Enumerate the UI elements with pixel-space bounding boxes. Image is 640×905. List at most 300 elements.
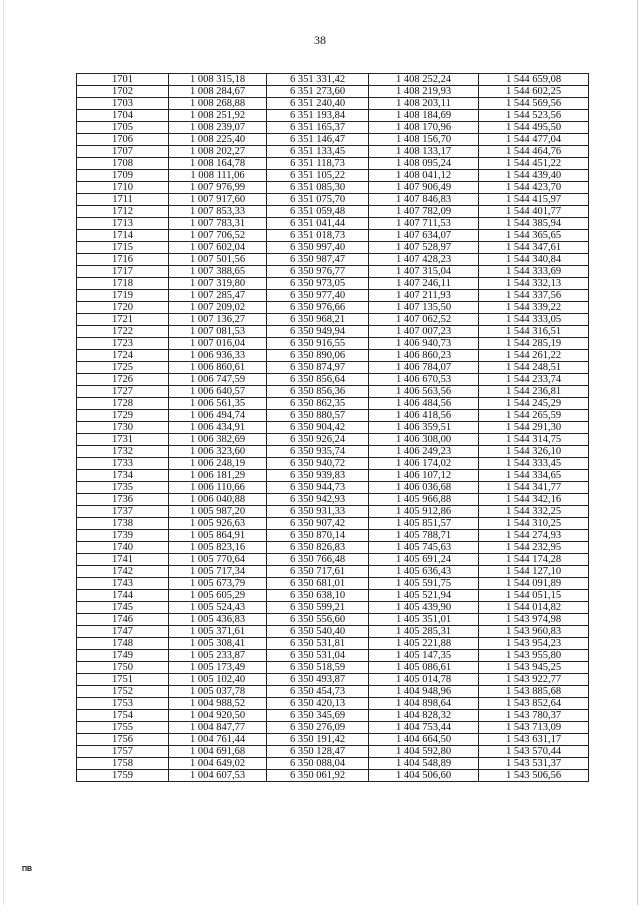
scan-edge-right — [637, 0, 638, 905]
y-coordinate-cell: 6 350 599,21 — [267, 602, 369, 614]
x-coordinate-cell: 1 007 136,27 — [169, 314, 267, 326]
y-coordinate-cell: 6 351 118,73 — [267, 158, 369, 170]
table-row — [77, 494, 589, 506]
y2-coordinate-cell: 1 544 385,94 — [479, 218, 589, 230]
x-coordinate-cell: 1 005 308,41 — [169, 638, 267, 650]
y-coordinate-cell: 6 351 193,84 — [267, 110, 369, 122]
point-number-cell: 1729 — [77, 410, 169, 422]
table-row — [77, 638, 589, 650]
x-coordinate-cell: 1 005 371,61 — [169, 626, 267, 638]
point-number-cell: 1730 — [77, 422, 169, 434]
x-coordinate-cell: 1 006 110,66 — [169, 482, 267, 494]
y-coordinate-cell: 6 350 531,04 — [267, 650, 369, 662]
point-number-cell: 1746 — [77, 614, 169, 626]
y-coordinate-cell: 6 351 146,47 — [267, 134, 369, 146]
point-number-cell: 1753 — [77, 698, 169, 710]
point-number-cell: 1721 — [77, 314, 169, 326]
table-row — [77, 398, 589, 410]
y2-coordinate-cell: 1 544 333,45 — [479, 458, 589, 470]
point-number-cell: 1719 — [77, 290, 169, 302]
y2-coordinate-cell: 1 543 922,77 — [479, 674, 589, 686]
y-coordinate-cell: 6 351 075,70 — [267, 194, 369, 206]
x2-coordinate-cell: 1 406 418,56 — [369, 410, 479, 422]
y-coordinate-cell: 6 350 518,59 — [267, 662, 369, 674]
y-coordinate-cell: 6 350 420,13 — [267, 698, 369, 710]
x2-coordinate-cell: 1 406 484,56 — [369, 398, 479, 410]
table-row — [77, 146, 589, 158]
table-row — [77, 134, 589, 146]
x-coordinate-cell: 1 005 173,49 — [169, 662, 267, 674]
x-coordinate-cell: 1 004 691,68 — [169, 746, 267, 758]
point-number-cell: 1742 — [77, 566, 169, 578]
x2-coordinate-cell: 1 407 906,49 — [369, 182, 479, 194]
table-row — [77, 518, 589, 530]
x-coordinate-cell: 1 004 761,44 — [169, 734, 267, 746]
x2-coordinate-cell: 1 408 133,17 — [369, 146, 479, 158]
x2-coordinate-cell: 1 405 351,01 — [369, 614, 479, 626]
point-number-cell: 1735 — [77, 482, 169, 494]
y2-coordinate-cell: 1 544 659,08 — [479, 74, 589, 86]
x2-coordinate-cell: 1 405 439,90 — [369, 602, 479, 614]
x2-coordinate-cell: 1 407 062,52 — [369, 314, 479, 326]
x2-coordinate-cell: 1 405 147,35 — [369, 650, 479, 662]
x-coordinate-cell: 1 008 225,40 — [169, 134, 267, 146]
x-coordinate-cell: 1 005 436,83 — [169, 614, 267, 626]
x2-coordinate-cell: 1 404 898,64 — [369, 698, 479, 710]
x2-coordinate-cell: 1 405 285,31 — [369, 626, 479, 638]
table-row — [77, 266, 589, 278]
y2-coordinate-cell: 1 544 233,74 — [479, 374, 589, 386]
y2-coordinate-cell: 1 544 602,25 — [479, 86, 589, 98]
y2-coordinate-cell: 1 544 316,51 — [479, 326, 589, 338]
x2-coordinate-cell: 1 408 041,12 — [369, 170, 479, 182]
x-coordinate-cell: 1 007 783,31 — [169, 218, 267, 230]
x2-coordinate-cell: 1 407 007,23 — [369, 326, 479, 338]
x-coordinate-cell: 1 007 917,60 — [169, 194, 267, 206]
point-number-cell: 1716 — [77, 254, 169, 266]
x2-coordinate-cell: 1 406 036,68 — [369, 482, 479, 494]
y2-coordinate-cell: 1 544 347,61 — [479, 242, 589, 254]
point-number-cell: 1701 — [77, 74, 169, 86]
y-coordinate-cell: 6 350 976,66 — [267, 302, 369, 314]
y-coordinate-cell: 6 350 766,48 — [267, 554, 369, 566]
table-row — [77, 230, 589, 242]
table-row — [77, 374, 589, 386]
x-coordinate-cell: 1 006 248,19 — [169, 458, 267, 470]
point-number-cell: 1736 — [77, 494, 169, 506]
point-number-cell: 1722 — [77, 326, 169, 338]
point-number-cell: 1755 — [77, 722, 169, 734]
x-coordinate-cell: 1 006 640,57 — [169, 386, 267, 398]
y-coordinate-cell: 6 351 133,45 — [267, 146, 369, 158]
y2-coordinate-cell: 1 544 014,82 — [479, 602, 589, 614]
point-number-cell: 1725 — [77, 362, 169, 374]
y2-coordinate-cell: 1 544 341,77 — [479, 482, 589, 494]
table-row — [77, 746, 589, 758]
y2-coordinate-cell: 1 544 342,16 — [479, 494, 589, 506]
y-coordinate-cell: 6 350 926,24 — [267, 434, 369, 446]
y2-coordinate-cell: 1 544 451,22 — [479, 158, 589, 170]
point-number-cell: 1739 — [77, 530, 169, 542]
page-number: 38 — [314, 33, 326, 47]
y-coordinate-cell: 6 350 088,04 — [267, 758, 369, 770]
y2-coordinate-cell: 1 543 945,25 — [479, 662, 589, 674]
x-coordinate-cell: 1 006 561,35 — [169, 398, 267, 410]
table-row — [77, 158, 589, 170]
y-coordinate-cell: 6 350 935,74 — [267, 446, 369, 458]
x-coordinate-cell: 1 005 233,87 — [169, 650, 267, 662]
y2-coordinate-cell: 1 543 960,83 — [479, 626, 589, 638]
x-coordinate-cell: 1 007 976,99 — [169, 182, 267, 194]
table-row — [77, 170, 589, 182]
coordinates-table — [76, 73, 589, 782]
point-number-cell: 1759 — [77, 770, 169, 782]
x2-coordinate-cell: 1 404 828,32 — [369, 710, 479, 722]
y-coordinate-cell: 6 351 273,60 — [267, 86, 369, 98]
table-row — [77, 662, 589, 674]
y-coordinate-cell: 6 350 973,05 — [267, 278, 369, 290]
table-row — [77, 614, 589, 626]
table-row — [77, 470, 589, 482]
table-row — [77, 686, 589, 698]
x-coordinate-cell: 1 006 323,60 — [169, 446, 267, 458]
point-number-cell: 1747 — [77, 626, 169, 638]
y-coordinate-cell: 6 350 977,40 — [267, 290, 369, 302]
x-coordinate-cell: 1 004 920,50 — [169, 710, 267, 722]
x2-coordinate-cell: 1 405 745,63 — [369, 542, 479, 554]
y-coordinate-cell: 6 350 061,92 — [267, 770, 369, 782]
x-coordinate-cell: 1 005 037,78 — [169, 686, 267, 698]
y2-coordinate-cell: 1 543 974,98 — [479, 614, 589, 626]
table-row — [77, 74, 589, 86]
y-coordinate-cell: 6 350 880,57 — [267, 410, 369, 422]
scan-edge-left — [3, 0, 4, 905]
x2-coordinate-cell: 1 405 014,78 — [369, 674, 479, 686]
y-coordinate-cell: 6 350 276,09 — [267, 722, 369, 734]
table-row — [77, 326, 589, 338]
point-number-cell: 1723 — [77, 338, 169, 350]
y2-coordinate-cell: 1 544 285,19 — [479, 338, 589, 350]
x-coordinate-cell: 1 008 202,27 — [169, 146, 267, 158]
y2-coordinate-cell: 1 544 423,70 — [479, 182, 589, 194]
y2-coordinate-cell: 1 544 439,40 — [479, 170, 589, 182]
y-coordinate-cell: 6 350 638,10 — [267, 590, 369, 602]
x-coordinate-cell: 1 006 040,88 — [169, 494, 267, 506]
y-coordinate-cell: 6 350 717,61 — [267, 566, 369, 578]
y2-coordinate-cell: 1 543 852,64 — [479, 698, 589, 710]
table-row — [77, 242, 589, 254]
x-coordinate-cell: 1 004 607,53 — [169, 770, 267, 782]
x-coordinate-cell: 1 008 239,07 — [169, 122, 267, 134]
x2-coordinate-cell: 1 405 591,75 — [369, 578, 479, 590]
y2-coordinate-cell: 1 543 955,80 — [479, 650, 589, 662]
x2-coordinate-cell: 1 406 563,56 — [369, 386, 479, 398]
point-number-cell: 1756 — [77, 734, 169, 746]
x2-coordinate-cell: 1 406 860,23 — [369, 350, 479, 362]
y2-coordinate-cell: 1 544 464,76 — [479, 146, 589, 158]
point-number-cell: 1714 — [77, 230, 169, 242]
x2-coordinate-cell: 1 405 086,61 — [369, 662, 479, 674]
x-coordinate-cell: 1 007 388,65 — [169, 266, 267, 278]
x-coordinate-cell: 1 007 319,80 — [169, 278, 267, 290]
y2-coordinate-cell: 1 544 245,29 — [479, 398, 589, 410]
table-row — [77, 182, 589, 194]
point-number-cell: 1748 — [77, 638, 169, 650]
point-number-cell: 1708 — [77, 158, 169, 170]
y2-coordinate-cell: 1 543 713,09 — [479, 722, 589, 734]
y-coordinate-cell: 6 350 931,33 — [267, 506, 369, 518]
y2-coordinate-cell: 1 543 885,68 — [479, 686, 589, 698]
y-coordinate-cell: 6 350 944,73 — [267, 482, 369, 494]
table-row — [77, 602, 589, 614]
table-row — [77, 650, 589, 662]
point-number-cell: 1745 — [77, 602, 169, 614]
table-row — [77, 362, 589, 374]
point-number-cell: 1712 — [77, 206, 169, 218]
point-number-cell: 1737 — [77, 506, 169, 518]
point-number-cell: 1758 — [77, 758, 169, 770]
table-row — [77, 290, 589, 302]
x-coordinate-cell: 1 005 605,29 — [169, 590, 267, 602]
point-number-cell: 1734 — [77, 470, 169, 482]
table-row — [77, 350, 589, 362]
x-coordinate-cell: 1 007 081,53 — [169, 326, 267, 338]
table-row — [77, 458, 589, 470]
point-number-cell: 1754 — [77, 710, 169, 722]
y2-coordinate-cell: 1 543 954,23 — [479, 638, 589, 650]
point-number-cell: 1726 — [77, 374, 169, 386]
x2-coordinate-cell: 1 407 846,83 — [369, 194, 479, 206]
footer-mark: ПВ — [22, 866, 33, 873]
y-coordinate-cell: 6 350 907,42 — [267, 518, 369, 530]
y-coordinate-cell: 6 350 976,77 — [267, 266, 369, 278]
x2-coordinate-cell: 1 404 753,44 — [369, 722, 479, 734]
y-coordinate-cell: 6 350 942,93 — [267, 494, 369, 506]
x-coordinate-cell: 1 008 315,18 — [169, 74, 267, 86]
point-number-cell: 1749 — [77, 650, 169, 662]
table-row — [77, 734, 589, 746]
x2-coordinate-cell: 1 404 592,80 — [369, 746, 479, 758]
y-coordinate-cell: 6 351 085,30 — [267, 182, 369, 194]
table-row — [77, 434, 589, 446]
x-coordinate-cell: 1 006 936,33 — [169, 350, 267, 362]
y-coordinate-cell: 6 351 041,44 — [267, 218, 369, 230]
y-coordinate-cell: 6 350 856,64 — [267, 374, 369, 386]
y2-coordinate-cell: 1 544 051,15 — [479, 590, 589, 602]
y-coordinate-cell: 6 350 826,83 — [267, 542, 369, 554]
y2-coordinate-cell: 1 544 261,22 — [479, 350, 589, 362]
x-coordinate-cell: 1 008 251,92 — [169, 110, 267, 122]
x2-coordinate-cell: 1 406 107,12 — [369, 470, 479, 482]
y-coordinate-cell: 6 350 870,14 — [267, 530, 369, 542]
y-coordinate-cell: 6 350 128,47 — [267, 746, 369, 758]
y-coordinate-cell: 6 350 874,97 — [267, 362, 369, 374]
point-number-cell: 1717 — [77, 266, 169, 278]
x2-coordinate-cell: 1 408 219,93 — [369, 86, 479, 98]
table-row — [77, 110, 589, 122]
point-number-cell: 1718 — [77, 278, 169, 290]
y-coordinate-cell: 6 351 165,37 — [267, 122, 369, 134]
point-number-cell: 1702 — [77, 86, 169, 98]
y2-coordinate-cell: 1 544 127,10 — [479, 566, 589, 578]
x-coordinate-cell: 1 006 747,59 — [169, 374, 267, 386]
y2-coordinate-cell: 1 544 339,22 — [479, 302, 589, 314]
point-number-cell: 1709 — [77, 170, 169, 182]
point-number-cell: 1732 — [77, 446, 169, 458]
y2-coordinate-cell: 1 544 365,65 — [479, 230, 589, 242]
x2-coordinate-cell: 1 405 221,88 — [369, 638, 479, 650]
x2-coordinate-cell: 1 404 548,89 — [369, 758, 479, 770]
y-coordinate-cell: 6 350 540,40 — [267, 626, 369, 638]
y2-coordinate-cell: 1 544 523,56 — [479, 110, 589, 122]
point-number-cell: 1757 — [77, 746, 169, 758]
point-number-cell: 1715 — [77, 242, 169, 254]
point-number-cell: 1733 — [77, 458, 169, 470]
x-coordinate-cell: 1 007 706,52 — [169, 230, 267, 242]
point-number-cell: 1720 — [77, 302, 169, 314]
x2-coordinate-cell: 1 405 966,88 — [369, 494, 479, 506]
x2-coordinate-cell: 1 407 315,04 — [369, 266, 479, 278]
y-coordinate-cell: 6 350 493,87 — [267, 674, 369, 686]
x-coordinate-cell: 1 005 864,91 — [169, 530, 267, 542]
x-coordinate-cell: 1 008 164,78 — [169, 158, 267, 170]
x-coordinate-cell: 1 005 987,20 — [169, 506, 267, 518]
x2-coordinate-cell: 1 404 506,60 — [369, 770, 479, 782]
x-coordinate-cell: 1 005 102,40 — [169, 674, 267, 686]
point-number-cell: 1752 — [77, 686, 169, 698]
x-coordinate-cell: 1 008 268,88 — [169, 98, 267, 110]
table-row — [77, 482, 589, 494]
y-coordinate-cell: 6 351 105,22 — [267, 170, 369, 182]
y2-coordinate-cell: 1 544 314,75 — [479, 434, 589, 446]
y2-coordinate-cell: 1 543 780,37 — [479, 710, 589, 722]
x-coordinate-cell: 1 006 181,29 — [169, 470, 267, 482]
y-coordinate-cell: 6 350 904,42 — [267, 422, 369, 434]
point-number-cell: 1704 — [77, 110, 169, 122]
point-number-cell: 1728 — [77, 398, 169, 410]
y-coordinate-cell: 6 350 862,35 — [267, 398, 369, 410]
y2-coordinate-cell: 1 544 248,51 — [479, 362, 589, 374]
y2-coordinate-cell: 1 544 265,59 — [479, 410, 589, 422]
x2-coordinate-cell: 1 405 691,24 — [369, 554, 479, 566]
x2-coordinate-cell: 1 404 664,50 — [369, 734, 479, 746]
y2-coordinate-cell: 1 544 495,50 — [479, 122, 589, 134]
x-coordinate-cell: 1 007 853,33 — [169, 206, 267, 218]
y2-coordinate-cell: 1 543 631,17 — [479, 734, 589, 746]
x2-coordinate-cell: 1 407 135,50 — [369, 302, 479, 314]
y2-coordinate-cell: 1 544 091,89 — [479, 578, 589, 590]
x2-coordinate-cell: 1 406 940,73 — [369, 338, 479, 350]
table-row — [77, 314, 589, 326]
coordinates-table-body — [77, 74, 589, 782]
x2-coordinate-cell: 1 405 851,57 — [369, 518, 479, 530]
y2-coordinate-cell: 1 544 569,56 — [479, 98, 589, 110]
point-number-cell: 1744 — [77, 590, 169, 602]
x-coordinate-cell: 1 008 111,06 — [169, 170, 267, 182]
x-coordinate-cell: 1 005 717,34 — [169, 566, 267, 578]
x2-coordinate-cell: 1 404 948,96 — [369, 686, 479, 698]
table-row — [77, 86, 589, 98]
y-coordinate-cell: 6 351 059,48 — [267, 206, 369, 218]
y2-coordinate-cell: 1 544 291,30 — [479, 422, 589, 434]
x2-coordinate-cell: 1 408 203,11 — [369, 98, 479, 110]
x-coordinate-cell: 1 005 673,79 — [169, 578, 267, 590]
x-coordinate-cell: 1 005 524,43 — [169, 602, 267, 614]
x-coordinate-cell: 1 006 434,91 — [169, 422, 267, 434]
x2-coordinate-cell: 1 405 521,94 — [369, 590, 479, 602]
y-coordinate-cell: 6 350 531,81 — [267, 638, 369, 650]
table-row — [77, 710, 589, 722]
point-number-cell: 1727 — [77, 386, 169, 398]
table-row — [77, 386, 589, 398]
table-row — [77, 338, 589, 350]
y-coordinate-cell: 6 351 240,40 — [267, 98, 369, 110]
x-coordinate-cell: 1 006 494,74 — [169, 410, 267, 422]
x-coordinate-cell: 1 007 016,04 — [169, 338, 267, 350]
point-number-cell: 1706 — [77, 134, 169, 146]
x-coordinate-cell: 1 008 284,67 — [169, 86, 267, 98]
x-coordinate-cell: 1 007 209,02 — [169, 302, 267, 314]
point-number-cell: 1743 — [77, 578, 169, 590]
x2-coordinate-cell: 1 408 095,24 — [369, 158, 479, 170]
y2-coordinate-cell: 1 544 332,13 — [479, 278, 589, 290]
x2-coordinate-cell: 1 408 252,24 — [369, 74, 479, 86]
table-row — [77, 506, 589, 518]
point-number-cell: 1710 — [77, 182, 169, 194]
x2-coordinate-cell: 1 407 428,23 — [369, 254, 479, 266]
x2-coordinate-cell: 1 406 174,02 — [369, 458, 479, 470]
y-coordinate-cell: 6 350 890,06 — [267, 350, 369, 362]
y-coordinate-cell: 6 350 968,21 — [267, 314, 369, 326]
point-number-cell: 1703 — [77, 98, 169, 110]
y-coordinate-cell: 6 350 856,36 — [267, 386, 369, 398]
point-number-cell: 1724 — [77, 350, 169, 362]
y2-coordinate-cell: 1 544 477,04 — [479, 134, 589, 146]
table-row — [77, 698, 589, 710]
x-coordinate-cell: 1 005 926,63 — [169, 518, 267, 530]
table-row — [77, 422, 589, 434]
table-row — [77, 566, 589, 578]
table-row — [77, 770, 589, 782]
y-coordinate-cell: 6 350 681,01 — [267, 578, 369, 590]
table-row — [77, 194, 589, 206]
x-coordinate-cell: 1 005 770,64 — [169, 554, 267, 566]
table-row — [77, 254, 589, 266]
point-number-cell: 1705 — [77, 122, 169, 134]
x2-coordinate-cell: 1 407 211,93 — [369, 290, 479, 302]
table-row — [77, 218, 589, 230]
x2-coordinate-cell: 1 408 170,96 — [369, 122, 479, 134]
y-coordinate-cell: 6 350 939,83 — [267, 470, 369, 482]
x2-coordinate-cell: 1 406 359,51 — [369, 422, 479, 434]
table-row — [77, 542, 589, 554]
x2-coordinate-cell: 1 406 784,07 — [369, 362, 479, 374]
y2-coordinate-cell: 1 544 332,25 — [479, 506, 589, 518]
x2-coordinate-cell: 1 405 912,86 — [369, 506, 479, 518]
y2-coordinate-cell: 1 544 232,95 — [479, 542, 589, 554]
y2-coordinate-cell: 1 544 274,93 — [479, 530, 589, 542]
y-coordinate-cell: 6 350 949,94 — [267, 326, 369, 338]
table-row — [77, 674, 589, 686]
y2-coordinate-cell: 1 543 506,56 — [479, 770, 589, 782]
y2-coordinate-cell: 1 544 337,56 — [479, 290, 589, 302]
table-row — [77, 302, 589, 314]
y-coordinate-cell: 6 351 331,42 — [267, 74, 369, 86]
x-coordinate-cell: 1 004 988,52 — [169, 698, 267, 710]
table-row — [77, 446, 589, 458]
x-coordinate-cell: 1 004 847,77 — [169, 722, 267, 734]
table-row — [77, 722, 589, 734]
